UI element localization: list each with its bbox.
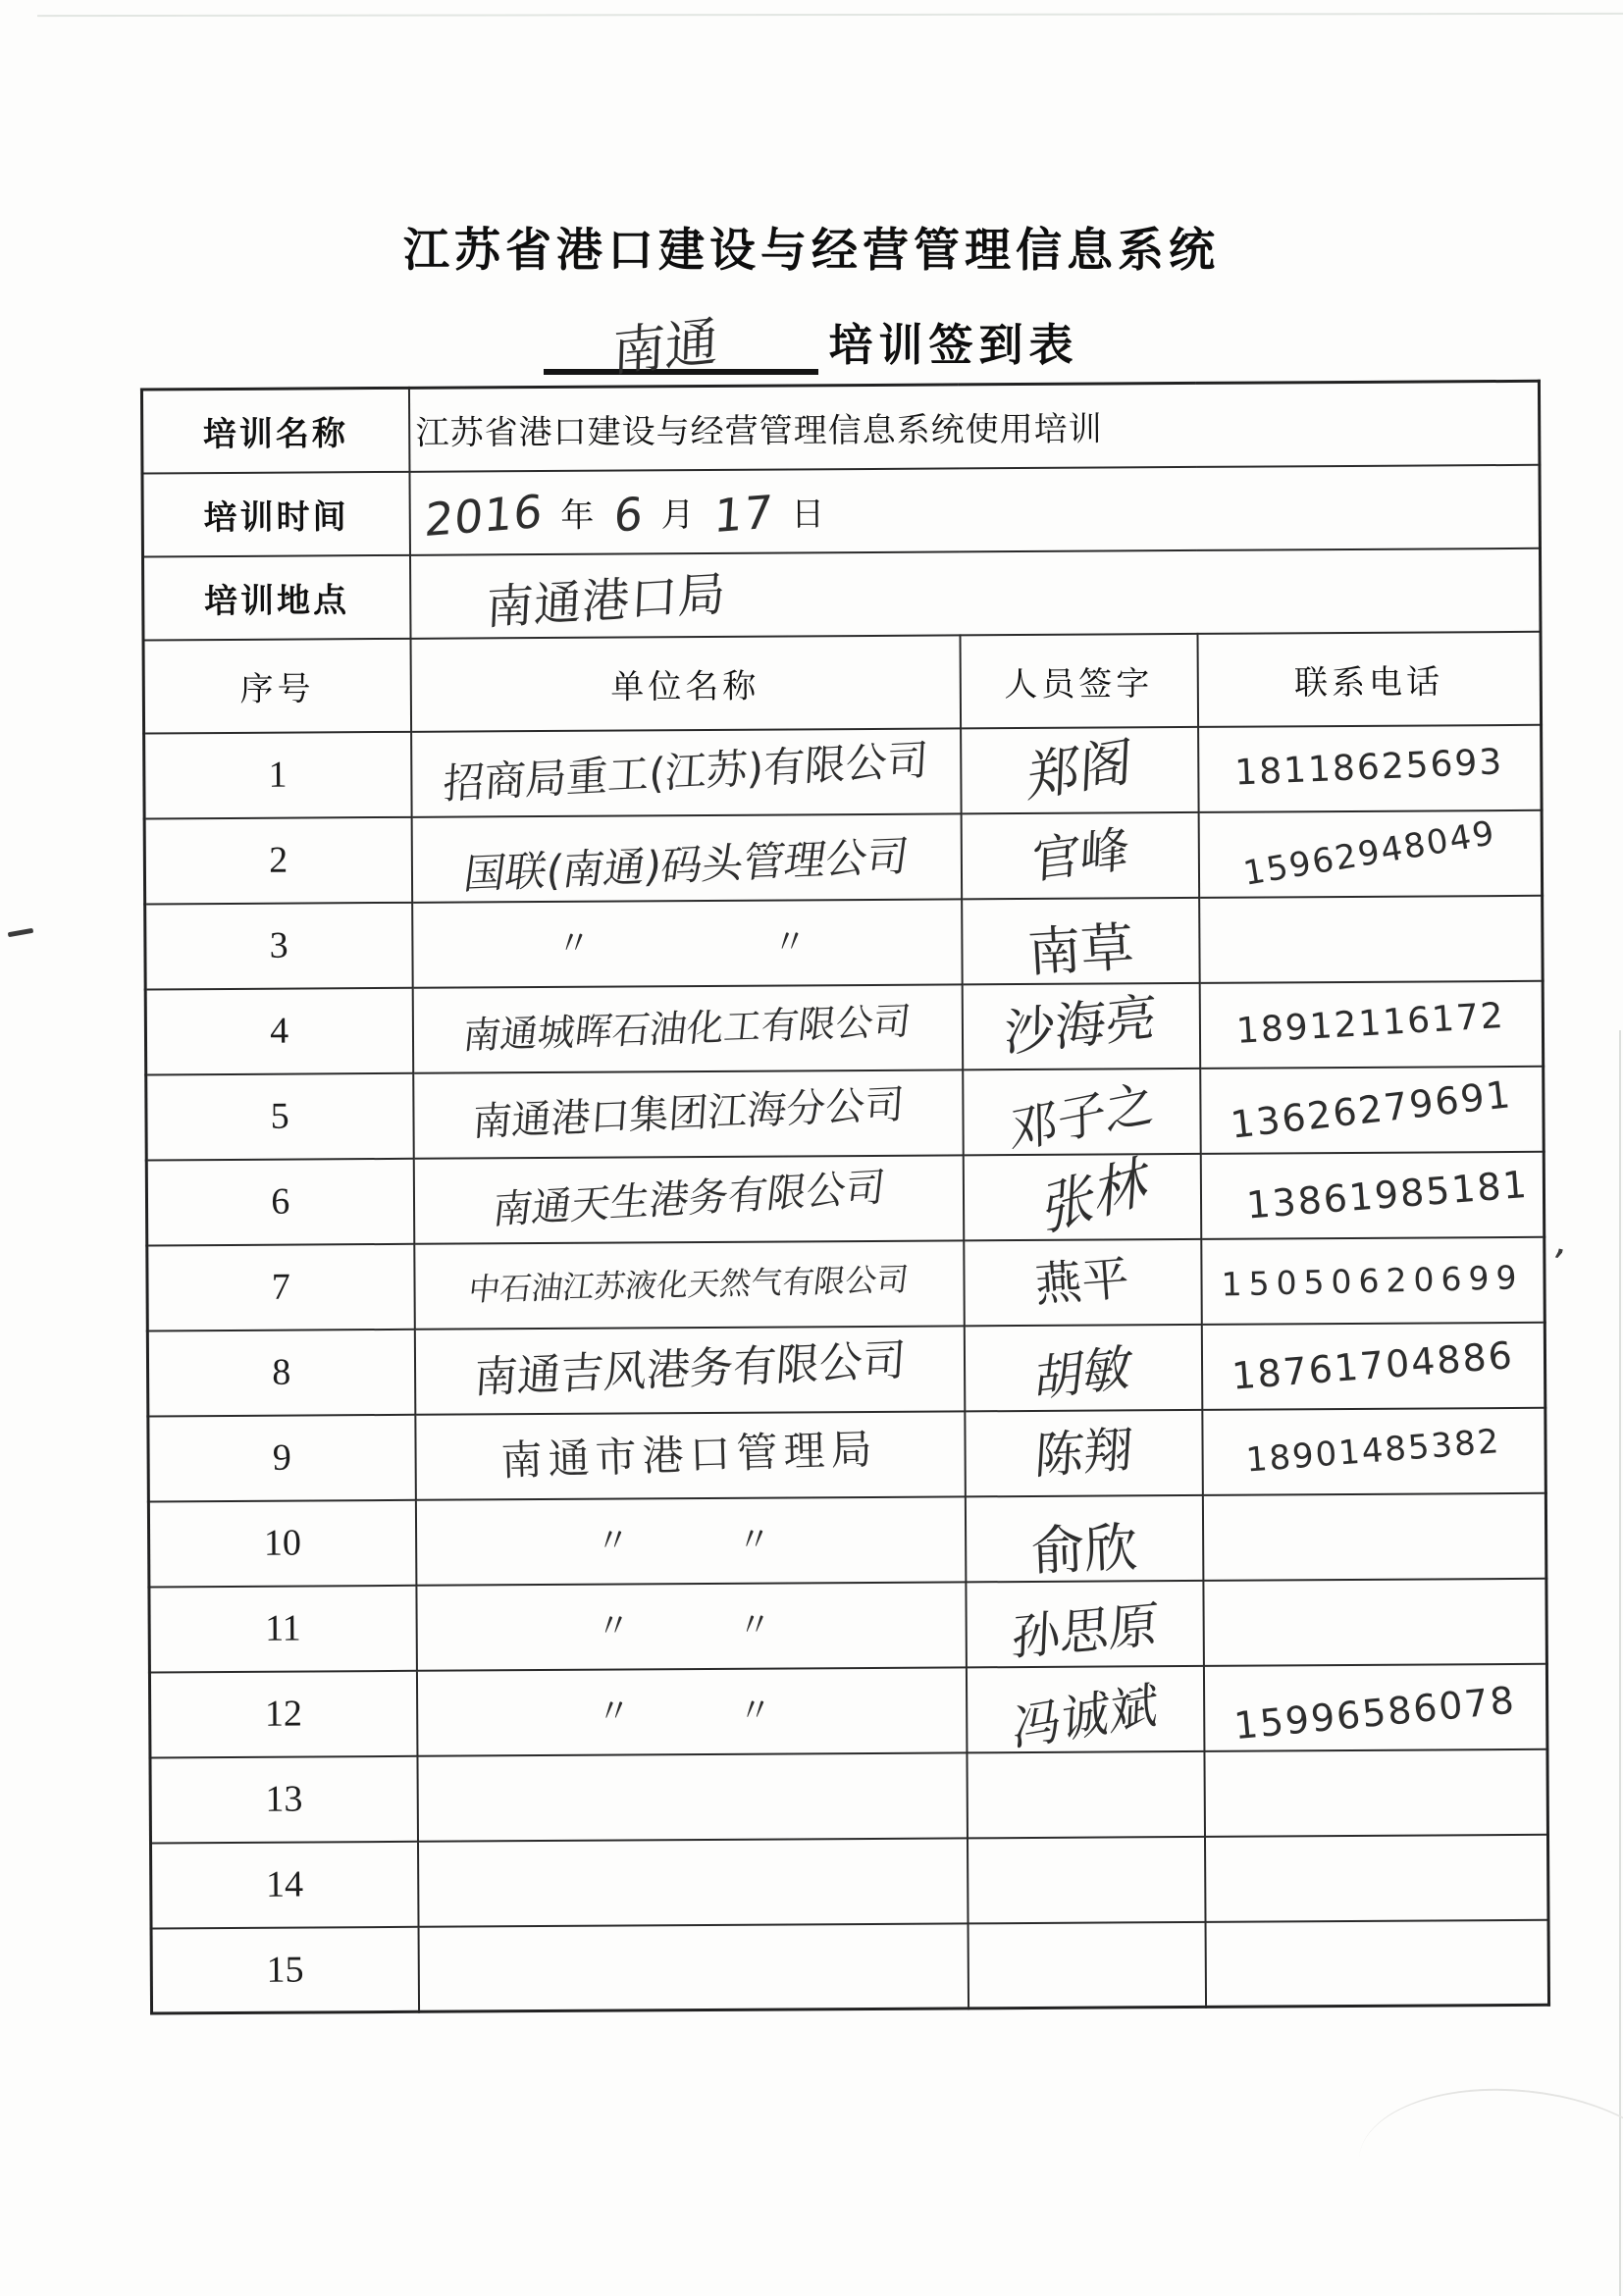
unit-cell bbox=[415, 1411, 966, 1499]
roster-row bbox=[144, 809, 1543, 904]
signer-cell bbox=[965, 1409, 1203, 1495]
unit-cell bbox=[417, 1838, 968, 1926]
roster-row bbox=[147, 1322, 1545, 1416]
serial-cell: 14 bbox=[151, 1841, 419, 1928]
serial-cell: 11 bbox=[149, 1585, 417, 1672]
unit-cell bbox=[417, 1752, 968, 1841]
month-unit: 月 bbox=[660, 496, 697, 534]
unit-cell bbox=[415, 1496, 966, 1585]
phone-cell bbox=[1201, 1236, 1545, 1324]
training-place-label: 培训地点 bbox=[142, 554, 410, 640]
roster-body bbox=[144, 724, 1549, 2013]
phone-cell bbox=[1204, 1748, 1548, 1836]
training-time-value bbox=[409, 464, 1541, 554]
phone-cell bbox=[1200, 1151, 1544, 1238]
roster-row bbox=[151, 1834, 1549, 1928]
training-name-label: 培训名称 bbox=[141, 388, 409, 473]
handwritten-signature: 邓子之 bbox=[1008, 1073, 1155, 1161]
unit-cell bbox=[414, 1326, 965, 1414]
serial-cell: 3 bbox=[145, 902, 413, 989]
unit-cell bbox=[412, 984, 963, 1072]
day-unit: 日 bbox=[791, 495, 827, 533]
handwritten-unit-name: 〃 〃 bbox=[556, 922, 817, 964]
unit-cell bbox=[416, 1582, 967, 1670]
roster-row bbox=[151, 1919, 1549, 2013]
header-unit: 单位名称 bbox=[410, 635, 961, 731]
handwritten-year: 2016 bbox=[422, 484, 545, 547]
handwritten-place: 南通港口局 bbox=[484, 565, 727, 636]
phone-cell bbox=[1199, 980, 1544, 1068]
handwritten-phone: 15962948049 bbox=[1240, 813, 1499, 894]
scan-curve-artifact bbox=[1350, 2073, 1623, 2275]
signer-cell bbox=[961, 726, 1199, 812]
phone-cell bbox=[1201, 1322, 1545, 1409]
handwritten-signature: 俞欣 bbox=[1029, 1516, 1138, 1583]
serial-cell: 8 bbox=[147, 1329, 415, 1416]
handwritten-signature: 郑阁 bbox=[1025, 729, 1133, 810]
serial-cell: 12 bbox=[149, 1670, 417, 1757]
signer-cell bbox=[966, 1580, 1204, 1666]
unit-cell bbox=[413, 1070, 964, 1158]
handwritten-signature: 胡敏 bbox=[1030, 1337, 1135, 1409]
handwritten-signature: 沙海亮 bbox=[1004, 987, 1158, 1065]
scan-edge-artifact bbox=[1619, 1030, 1621, 2296]
serial-cell: 6 bbox=[146, 1158, 414, 1245]
roster-row bbox=[144, 724, 1543, 818]
training-place-value bbox=[409, 548, 1541, 638]
unit-cell bbox=[411, 728, 962, 816]
handwritten-unit-name: 南通天生港务有限公司 bbox=[490, 1165, 887, 1233]
signer-cell bbox=[963, 1068, 1201, 1161]
handwritten-signature: 陈翔 bbox=[1032, 1420, 1134, 1486]
signer-cell bbox=[966, 1665, 1204, 1758]
training-name-row bbox=[141, 381, 1540, 473]
unit-cell bbox=[411, 813, 962, 902]
roster-row bbox=[149, 1663, 1547, 1757]
header-phone: 联系电话 bbox=[1197, 631, 1542, 726]
signer-cell bbox=[961, 811, 1199, 898]
signer-cell bbox=[964, 1324, 1202, 1410]
handwritten-unit-name: 南通城晖石油化工有限公司 bbox=[461, 999, 914, 1058]
header-serial: 序号 bbox=[143, 638, 411, 733]
signer-cell bbox=[962, 897, 1200, 983]
roster-row bbox=[149, 1578, 1547, 1672]
phone-cell bbox=[1198, 724, 1543, 811]
training-name-value: 江苏省港口建设与经营管理信息系统使用培训 bbox=[408, 381, 1540, 471]
phone-cell bbox=[1200, 1066, 1544, 1153]
handwritten-signature: 冯诚斌 bbox=[1011, 1675, 1160, 1758]
serial-cell: 1 bbox=[144, 731, 412, 818]
roster-row bbox=[148, 1407, 1546, 1501]
phone-cell bbox=[1204, 1834, 1548, 1921]
roster-row bbox=[146, 1066, 1544, 1160]
signer-cell bbox=[968, 1921, 1206, 2008]
phone-cell bbox=[1202, 1407, 1546, 1494]
handwritten-unit-name: 国联(南通)码头管理公司 bbox=[460, 831, 913, 899]
handwritten-unit-name: 中石油江苏液化天然气有限公司 bbox=[466, 1260, 912, 1309]
signer-cell bbox=[965, 1494, 1203, 1581]
roster-row bbox=[145, 980, 1544, 1074]
handwritten-unit-name: 南通吉风港务有限公司 bbox=[472, 1334, 908, 1404]
handwritten-phone: 13861985181 bbox=[1245, 1162, 1531, 1227]
handwritten-phone: 18118625693 bbox=[1233, 742, 1505, 794]
phone-cell bbox=[1205, 1919, 1549, 2007]
scan-dash-artifact bbox=[8, 928, 33, 937]
phone-cell bbox=[1203, 1578, 1547, 1665]
handwritten-month: 6 bbox=[611, 486, 646, 543]
phone-cell bbox=[1203, 1663, 1547, 1750]
handwritten-phone: 13626279691 bbox=[1229, 1072, 1515, 1147]
handwritten-unit-name: 〃 〃 bbox=[597, 1691, 786, 1732]
serial-cell: 13 bbox=[150, 1755, 418, 1843]
unit-cell bbox=[416, 1667, 967, 1755]
handwritten-unit-name: 〃 〃 bbox=[596, 1520, 785, 1561]
handwritten-region-name: 南通 bbox=[611, 310, 720, 384]
signer-cell bbox=[967, 1750, 1205, 1837]
phone-cell bbox=[1199, 895, 1544, 982]
roster-row bbox=[150, 1748, 1548, 1843]
signer-cell bbox=[962, 982, 1200, 1069]
signer-cell bbox=[964, 1238, 1202, 1325]
serial-cell: 4 bbox=[145, 987, 413, 1074]
handwritten-unit-name: 〃 〃 bbox=[597, 1605, 786, 1646]
unit-cell bbox=[418, 1923, 969, 2011]
scan-line-artifact bbox=[37, 13, 1623, 17]
roster-row bbox=[147, 1236, 1545, 1331]
training-time-row bbox=[142, 464, 1541, 556]
serial-cell: 7 bbox=[147, 1243, 415, 1331]
signin-table bbox=[140, 380, 1550, 2015]
unit-cell bbox=[414, 1240, 965, 1329]
handwritten-signature: 张林 bbox=[1040, 1146, 1151, 1246]
handwritten-unit-name: 南通港口集团江海分公司 bbox=[470, 1082, 906, 1146]
phone-cell bbox=[1198, 809, 1543, 897]
handwritten-phone: 18912116172 bbox=[1235, 995, 1507, 1052]
handwritten-signature: 南草 bbox=[1025, 915, 1135, 984]
handwritten-signature: 燕平 bbox=[1033, 1251, 1132, 1314]
serial-cell: 15 bbox=[151, 1926, 419, 2013]
document-subtitle bbox=[0, 296, 1623, 384]
handwritten-unit-name: 招商局重工(江苏)有限公司 bbox=[442, 735, 930, 809]
subtitle-text: 培训签到表 bbox=[828, 320, 1079, 370]
handwritten-phone: 15996586078 bbox=[1232, 1678, 1518, 1748]
handwritten-phone: 18761704886 bbox=[1230, 1332, 1516, 1398]
header-signer: 人员签字 bbox=[960, 633, 1198, 727]
unit-cell bbox=[412, 899, 963, 987]
handwritten-signature: 孙思原 bbox=[1010, 1595, 1160, 1667]
pen-stray-mark: , bbox=[1550, 1218, 1575, 1265]
roster-row bbox=[145, 895, 1544, 989]
signer-cell bbox=[967, 1836, 1205, 1922]
handwritten-phone: 18901485382 bbox=[1244, 1422, 1502, 1481]
roster-row bbox=[148, 1492, 1546, 1587]
training-place-row bbox=[142, 548, 1541, 640]
serial-cell: 2 bbox=[144, 816, 412, 904]
fill-in-blank-line bbox=[544, 308, 818, 384]
serial-cell: 9 bbox=[148, 1414, 416, 1501]
year-unit: 年 bbox=[560, 496, 597, 535]
handwritten-phone: 15050620699 bbox=[1221, 1257, 1525, 1303]
handwritten-signature: 官峰 bbox=[1029, 819, 1130, 891]
roster-row bbox=[146, 1151, 1544, 1245]
handwritten-unit-name: 南通市港口管理局 bbox=[500, 1424, 879, 1486]
serial-cell: 5 bbox=[146, 1072, 414, 1160]
roster-header-row bbox=[143, 631, 1542, 733]
signer-cell bbox=[963, 1146, 1201, 1246]
unit-cell bbox=[413, 1155, 964, 1243]
training-time-label: 培训时间 bbox=[142, 471, 410, 556]
serial-cell: 10 bbox=[148, 1499, 416, 1587]
handwritten-day: 17 bbox=[711, 484, 775, 543]
phone-cell bbox=[1202, 1492, 1546, 1580]
document-title: 江苏省港口建设与经营管理信息系统 bbox=[403, 224, 1220, 276]
